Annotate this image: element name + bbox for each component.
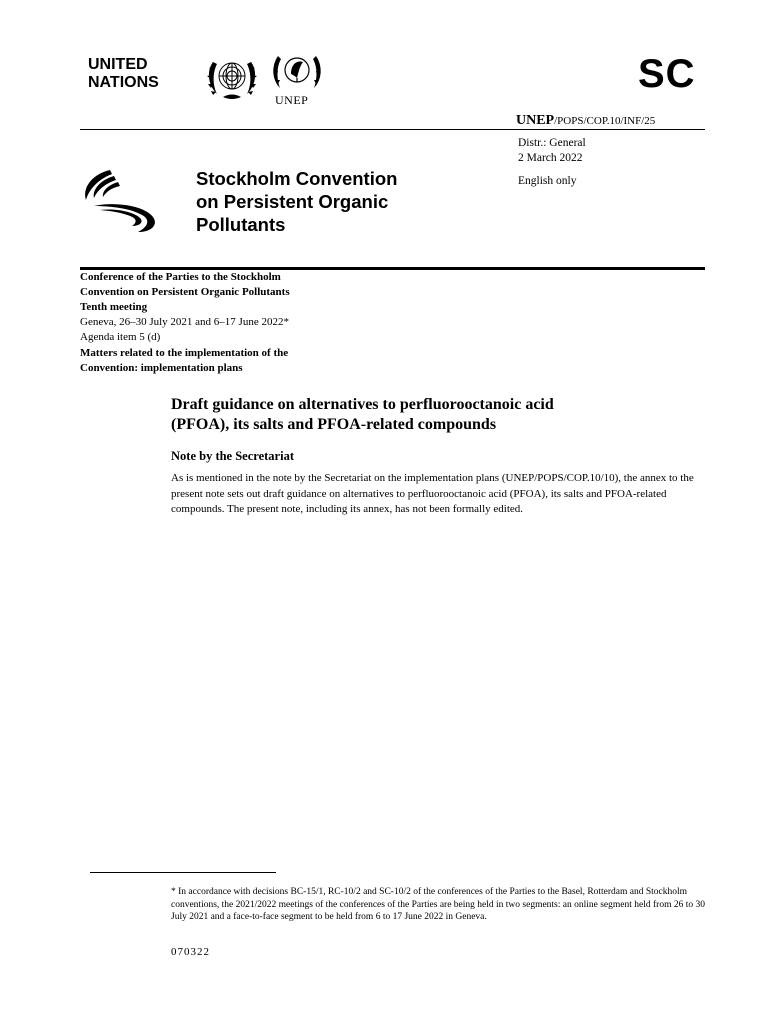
document-title-line-1: Draft guidance on alternatives to perfluorooctanoic acid [171, 396, 554, 413]
unep-label: UNEP [275, 93, 309, 107]
document-title-line-2: (PFOA), its salts and PFOA-related compounds [171, 416, 497, 433]
document-symbol [516, 112, 655, 129]
language-note: English only [518, 175, 577, 187]
meeting-line-1: Conference of the Parties to the Stockholm [80, 271, 281, 283]
meeting-info [80, 270, 400, 345]
stockholm-convention-logo-icon [80, 166, 170, 236]
convention-title-line-3: Pollutants [196, 214, 286, 235]
org-line-1: UNITED [88, 56, 148, 73]
meeting-line-4: Geneva, 26–30 July 2021 and 6–17 June 2022* [80, 316, 289, 328]
org-line-2: NATIONS [88, 74, 159, 91]
document-number: 070322 [171, 946, 210, 958]
matters-line-2: Convention: implementation plans [80, 362, 243, 374]
agenda-item: Agenda item 5 (d) [80, 331, 161, 343]
footnote-rule [90, 872, 276, 873]
sc-label: SC [638, 52, 696, 96]
matters-line-1: Matters related to the implementation of the [80, 347, 289, 359]
distribution-block [518, 136, 586, 166]
convention-title-line-1: Stockholm Convention [196, 168, 398, 189]
document-title [171, 395, 691, 435]
note-heading: Note by the Secretariat [171, 449, 294, 463]
distribution-label: Distr.: General [518, 137, 586, 149]
document-symbol-rest: /POPS/COP.10/INF/25 [554, 115, 656, 127]
convention-title [196, 167, 496, 236]
document-symbol-main: UNEP [516, 113, 555, 128]
footnote: * In accordance with decisions BC-15/1, RC-10/2 and SC-10/2 of the conferences of the Parties to the Basel, Rotterdam and Stockholm conventions, the 2021/2022 meetings of the conferences of the Parties are being held in two segments: an online segment held from 26 to 30 July 2021 and a face-to-face segment to be held from 6 to 17 June 2022 in Geneva. [171, 887, 705, 922]
agenda-matters [80, 346, 400, 376]
convention-title-line-2: on Persistent Organic [196, 191, 389, 212]
meeting-line-2: Convention on Persistent Organic Pollutants [80, 286, 290, 298]
meeting-line-3: Tenth meeting [80, 301, 148, 313]
header-rule [80, 129, 705, 130]
un-emblem-icon [203, 54, 261, 102]
united-nations-label [88, 56, 159, 92]
document-date: 2 March 2022 [518, 152, 583, 164]
body-paragraph: As is mentioned in the note by the Secretariat on the implementation plans (UNEP/POPS/COP.10/10), the annex to the present note sets out draft guidance on alternatives to perfluorooctanoic acid (PFOA), its salts and PFOA-related compounds. The present note, including its annex, has not been formally edited. [171, 472, 694, 515]
